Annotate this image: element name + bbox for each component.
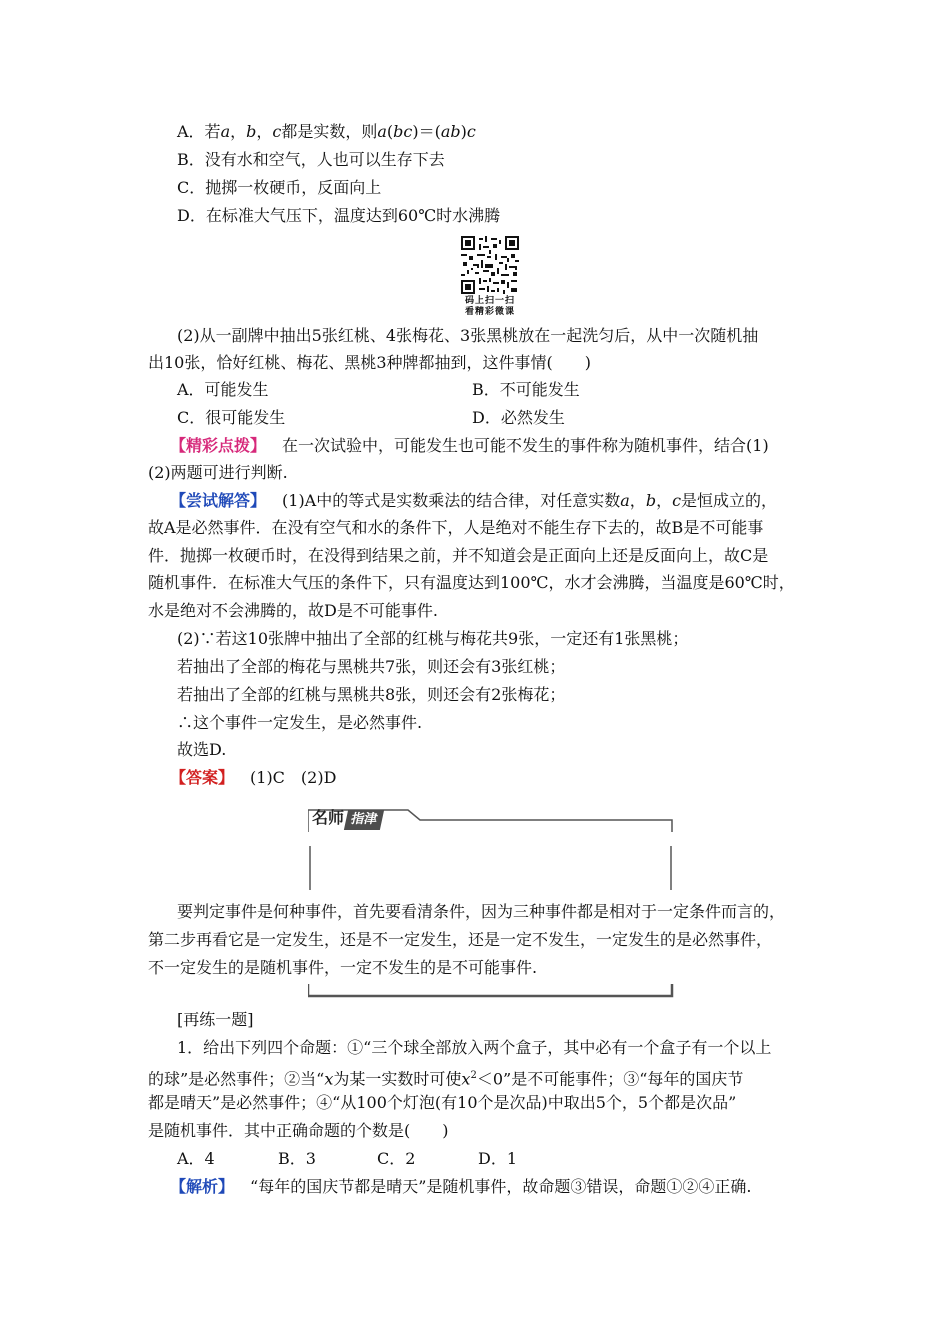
teacher-tip-title: 名师 指津: [312, 806, 382, 830]
qr-code-image[interactable]: [461, 236, 519, 294]
qr-caption-line2: 看精彩微课: [464, 307, 515, 317]
solution-line4: 随机事件．在标准大气压的条件下，只有温度达到100℃，水才会沸腾，当温度是60℃时，: [148, 573, 795, 592]
solution-line8: 若抽出了全部的红桃与黑桃共8张，则还会有2张梅花；: [177, 685, 566, 704]
analysis-line: 【解析】 “每年的国庆节都是晴天”是随机事件，故命题③错误，命题①②④正确.: [170, 1177, 752, 1196]
solution-line10: 故选D.: [177, 740, 227, 759]
question2-line2: 出10张，恰好红桃、梅花、黑桃3种牌都抽到，这件事情( ): [148, 353, 592, 372]
solution-line3: 件．抛掷一枚硬币时，在没得到结果之前，并不知道会是正面向上还是反面向上，故C是: [148, 546, 769, 565]
solution-line7: 若抽出了全部的梅花与黑桃共7张，则还会有3张红桃；: [177, 657, 566, 676]
answer-tag: 【答案】: [170, 768, 235, 787]
practice-heading: [再练一题]: [177, 1010, 254, 1029]
practice-option-d: D．1: [478, 1149, 518, 1168]
solution-line2: 故A是必然事件．在没有空气和水的条件下，人是绝对不能生存下去的，故B是不可能事: [148, 518, 764, 537]
practice-line2: 的球”是必然事件；②当“x为某一实数时可使$x^2<0$”是不可能事件；③“每年的国庆节: [148, 1069, 744, 1089]
option-2d: D．必然发生: [472, 408, 565, 427]
practice-option-c: C．2: [377, 1149, 416, 1168]
hint-line2: (2)两题可进行判断.: [148, 463, 288, 482]
option-2b: B．不可能发生: [472, 380, 580, 399]
hint-tag: 【精彩点拨】: [170, 436, 267, 455]
option-1b: B．没有水和空气，人也可以生存下去: [177, 150, 445, 169]
analysis-tag: 【解析】: [170, 1177, 235, 1196]
practice-line3: 都是晴天”是必然事件；④“从100个灯泡(有10个是次品)中取出5个，5个都是次品”: [148, 1093, 737, 1112]
option-2a: A．可能发生: [177, 380, 269, 399]
solution-line5: 水是绝对不会沸腾的，故D是不可能事件.: [148, 601, 438, 620]
teacher-tip-line3: 不一定发生的是随机事件，一定不发生的是不可能事件.: [148, 958, 538, 977]
option-1c: C．抛掷一枚硬币，反面向上: [177, 178, 382, 197]
option-2c: C．很可能发生: [177, 408, 286, 427]
teacher-tip-line2: 第二步再看它是一定发生，还是不一定发生，还是一定不发生，一定发生的是必然事件，: [148, 930, 773, 949]
solution-line6: (2)∵若这10张牌中抽出了全部的红桃与梅花共9张，一定还有1张黑桃；: [177, 629, 689, 648]
qr-caption-line1: 码上扫一扫: [464, 296, 515, 306]
answer-line: 【答案】 (1)C (2)D: [170, 768, 337, 787]
hint-line1: 【精彩点拨】 在一次试验中，可能发生也可能不发生的事件称为随机事件，结合(1): [170, 436, 769, 455]
practice-option-b: B．3: [278, 1149, 316, 1168]
question2-line1: (2)从一副牌中抽出5张红桃、4张梅花、3张黑桃放在一起洗匀后，从中一次随机抽: [177, 326, 759, 345]
option-1d: D．在标准大气压下，温度达到60℃时水沸腾: [177, 206, 501, 225]
practice-line1: 1．给出下列四个命题：①“三个球全部放入两个盒子，其中必有一个盒子有一个以上: [177, 1038, 772, 1057]
option-1a: A．若a，b，c都是实数，则a(bc)＝(ab)c: [177, 122, 476, 141]
solution-tag: 【尝试解答】: [170, 491, 267, 510]
solution-line9: ∴这个事件一定发生，是必然事件.: [177, 713, 423, 732]
teacher-tip-line1: 要判定事件是何种事件，首先要看清条件，因为三种事件都是相对于一定条件而言的，: [177, 902, 786, 921]
practice-option-a: A．4: [177, 1149, 215, 1168]
solution-line1: 【尝试解答】 (1)A中的等式是实数乘法的结合律，对任意实数a，b，c是恒成立的，: [170, 491, 778, 510]
practice-line4: 是随机事件．其中正确命题的个数是( ): [148, 1121, 449, 1140]
